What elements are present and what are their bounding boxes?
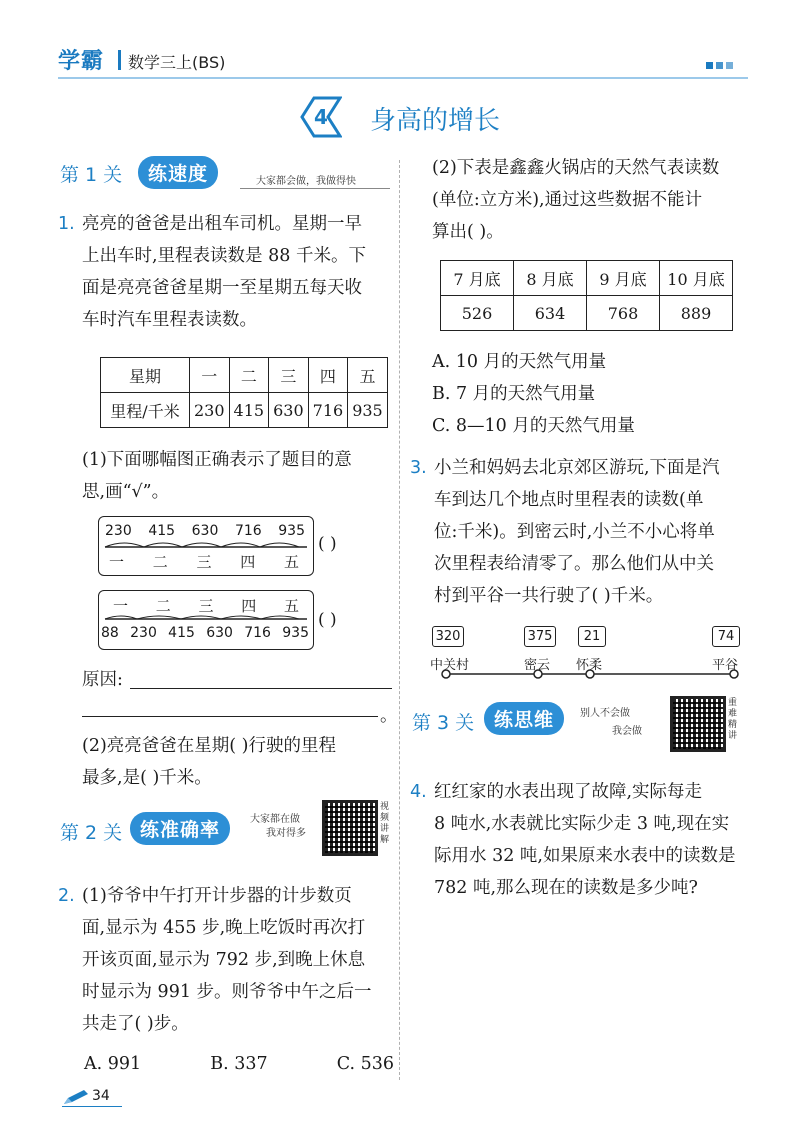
question-2-part-2: (2)下表是鑫鑫火锅店的天然气表读数 (单位:立方米),通过这些数据不能计 算出( )。 (432, 158, 720, 242)
option-c[interactable]: C. 536 (336, 1054, 394, 1074)
section-2-label: 第 2 关 (60, 822, 123, 844)
option-b[interactable]: B. 7 月的天然气用量 (432, 384, 596, 404)
page-number: 34 (92, 1088, 110, 1104)
reason-period: 。 (380, 706, 398, 726)
option-c[interactable]: C. 8—10 月的天然气用量 (432, 416, 635, 436)
stop-huairou: 怀柔 (576, 658, 603, 673)
diagram-b (98, 590, 314, 650)
section-3-slogan-1: 别人不会做 (580, 708, 630, 719)
chapter-title: 身高的增长 (370, 106, 501, 136)
logo-divider (118, 50, 121, 70)
video-label: 重难精讲 (728, 698, 738, 741)
section-3-pill: 练思维 (484, 702, 564, 735)
table-row: 星期 一 二 三 四 五 (101, 358, 388, 393)
footer-rule (62, 1106, 122, 1107)
diagram-b-days: 一 二 三 四 五 (113, 597, 299, 615)
option-b[interactable]: B. 337 (210, 1054, 268, 1074)
question-2-options (84, 1048, 394, 1080)
stop-zhongguancun: 中关村 (430, 658, 470, 673)
section-1-slogan: 大家都会做，我做得快 (256, 176, 356, 187)
diagram-b-values: 88 230 415 630 716 935 (101, 625, 309, 641)
question-2: 2. (1)爷爷中午打开计步器的计步数页 面,显示为 455 步,晚上吃饭时再次打 开该页面,显示为 792 步,到晚上休息 时显示为 991 步。则爷爷中午之后一 共走了( )步。 (58, 886, 372, 1034)
reason-label: 原因: (82, 670, 123, 690)
header-square (726, 62, 733, 69)
section-2-pill: 练准确率 (130, 812, 230, 845)
option-a[interactable]: A. 991 (84, 1054, 142, 1074)
reason-line-1[interactable] (130, 688, 392, 689)
odometer-pinggu: 74 (712, 626, 740, 647)
chapter-number-badge (300, 96, 342, 138)
question-1: 1. 亮亮的爸爸是出租车司机。星期一早 上出车时,里程表读数是 88 千米。下 面是亮亮爸爸星期一至星期五每天收 车时汽车里程表读数。 (58, 214, 366, 330)
question-2-part-2-options (432, 346, 752, 442)
qr-code[interactable] (670, 696, 726, 752)
slogan-underline (240, 188, 390, 189)
answer-paren-b[interactable]: ( ) (318, 610, 337, 630)
pencil-icon (62, 1088, 90, 1106)
section-1-pill: 练速度 (138, 156, 218, 189)
mileage-table (100, 357, 388, 428)
header-square (716, 62, 723, 69)
table-row: 里程/千米 230 415 630 716 935 (101, 393, 388, 428)
diagram-a (98, 516, 314, 576)
odometer-huairou: 21 (578, 626, 606, 647)
reason-line-2[interactable] (82, 716, 378, 717)
chapter-number: 4 (314, 105, 328, 129)
video-label: 视频讲解 (380, 802, 390, 845)
table-row: 7 月底 8 月底 9 月底 10 月底 (441, 261, 733, 296)
question-1-part-2: (2)亮亮爸爸在星期( )行驶的里程 最多,是( )千米。 (82, 736, 337, 788)
odometer-miyun: 375 (524, 626, 556, 647)
column-divider (399, 160, 400, 1080)
section-2-slogan-2: 我对得多 (266, 828, 306, 839)
stop-miyun: 密云 (524, 658, 551, 673)
brand-logo: 学霸 (58, 49, 105, 74)
question-3: 3. 小兰和妈妈去北京郊区游玩,下面是汽 车到达几个地点时里程表的读数(单 位:千米)。到密云时,小兰不小心将单 次里程表给清零了。那么他们从中关 村到平谷一共行驶了( )千米。 (410, 458, 720, 606)
odometer-zhongguancun: 320 (432, 626, 464, 647)
option-a[interactable]: A. 10 月的天然气用量 (432, 352, 607, 372)
section-1-label: 第 1 关 (60, 164, 123, 186)
question-1-part-1: (1)下面哪幅图正确表示了题目的意 思,画“√”。 (82, 450, 352, 502)
table-row: 526 634 768 889 (441, 296, 733, 331)
qr-code[interactable] (322, 800, 378, 856)
header-rule (58, 77, 748, 79)
section-3-slogan-2: 我会做 (612, 726, 642, 737)
stop-pinggu: 平谷 (712, 658, 739, 673)
header-square (706, 62, 713, 69)
diagram-a-values: 230 415 630 716 935 (105, 523, 305, 539)
diagram-a-days: 一 二 三 四 五 (109, 553, 299, 571)
question-4: 4. 红红家的水表出现了故障,实际每走 8 吨水,水表就比实际少走 3 吨,现在实 际用水 32 吨,如果原来水表中的读数是 782 吨,那么现在的读数是多少吨? (410, 782, 736, 898)
answer-paren-a[interactable]: ( ) (318, 534, 337, 554)
book-title: 数学三上(BS) (128, 53, 226, 72)
section-3-label: 第 3 关 (412, 712, 475, 734)
gas-meter-table (440, 260, 733, 331)
section-2-slogan-1: 大家都在做 (250, 814, 300, 825)
